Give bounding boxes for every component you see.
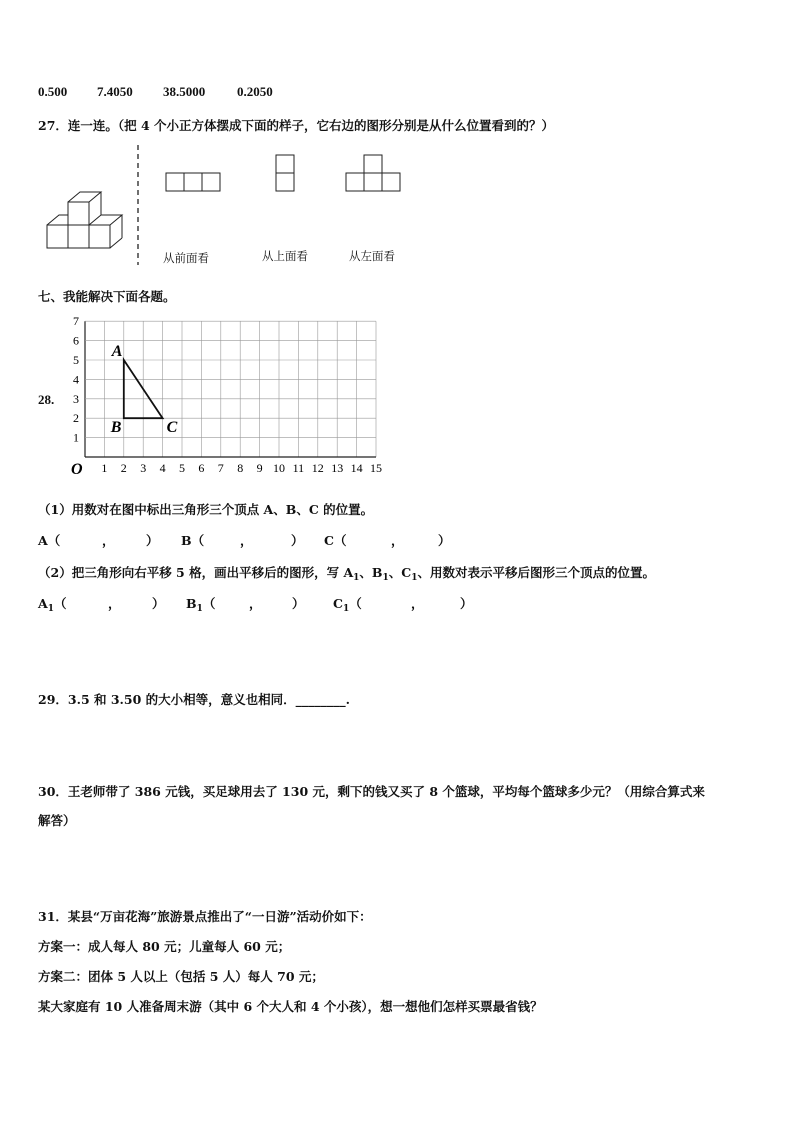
answer-a1: $A_1$（ — [38, 596, 67, 614]
answer-c-comma: ， — [391, 533, 404, 548]
part-2-text-d: 、用数对表示平移后图形三个顶点的位置。 — [417, 565, 655, 580]
answer-b1: $B_1$（ — [186, 596, 216, 614]
question-31-line-1: 31．某县“万亩花海”旅游景点推出了“一日游”活动价如下： — [38, 909, 372, 924]
x-tick-label: 4 — [159, 461, 166, 475]
x-tick-label: 12 — [311, 461, 324, 475]
part-2-text-a: （2）把三角形向右平移 5 格，画出平移后的图形，写 A — [38, 565, 354, 580]
x-tick-label: 1 — [101, 461, 108, 475]
answer-a1-close: ） — [152, 596, 165, 611]
view-shape-3 — [346, 155, 400, 191]
view-shape-1 — [166, 173, 220, 191]
answer-c1-comma: ， — [411, 596, 424, 611]
answer-a-close: ） — [146, 533, 159, 548]
number-4: 0.2050 — [237, 84, 273, 99]
answer-b-open: B（ — [181, 533, 205, 548]
x-tick-label: 5 — [179, 461, 185, 475]
question-27-text: 27．连一连。（把 4 个小正方体摆成下面的样子，它右边的图形分别是从什么位置看到的？） — [38, 118, 555, 133]
section-7-heading: 七、我能解决下面各题。 — [38, 289, 176, 304]
x-tick-label: 7 — [217, 461, 224, 475]
x-tick-label: 15 — [370, 461, 382, 475]
question-31-line-4: 某大家庭有 10 人准备周末游（其中 6 个大人和 4 个小孩），想一想他们怎样买票最省钱？ — [38, 999, 543, 1014]
answer-b-close: ） — [291, 533, 304, 548]
answer-c1: $C_1$（ — [333, 596, 362, 614]
question-31-line-3: 方案二：团体 5 人以上（包括 5 人）每人 70 元； — [38, 969, 324, 984]
y-tick-label: 1 — [73, 430, 79, 445]
subscript-1: 1 — [382, 573, 389, 583]
answer-a-comma: ， — [102, 533, 115, 548]
y-tick-label: 6 — [73, 333, 79, 348]
question-30-line-1: 30．王老师带了 386 元钱，买足球用去了 130 元，剩下的钱又买了 8 个篮球，平均每个篮球多少元？（用综合算式来 — [38, 784, 705, 799]
y-tick-label: 2 — [73, 411, 79, 426]
answer-c-open: C（ — [324, 533, 347, 548]
x-tick-label: 14 — [350, 461, 363, 475]
x-tick-label: 9 — [256, 461, 263, 475]
x-tick-label: 2 — [120, 461, 127, 475]
y-tick-label: 5 — [73, 353, 79, 367]
x-tick-label: 13 — [331, 461, 344, 475]
subscript-1: 1 — [411, 573, 418, 583]
vertex-label-c: C — [166, 419, 178, 437]
x-tick-label: 10 — [273, 461, 285, 475]
origin-label: O — [71, 461, 83, 478]
question-28-number: 28. — [38, 392, 55, 407]
answer-b-comma: ， — [240, 533, 253, 548]
question-28-part-2 — [38, 563, 655, 583]
part-2-text-b: 、B — [359, 565, 383, 580]
subscript-1: 1 — [353, 573, 360, 583]
part-2-text-c: 、C — [388, 565, 412, 580]
answer-b1-close: ） — [292, 596, 305, 611]
number-2: 7.4050 — [97, 84, 133, 99]
number-1: 0.500 — [38, 84, 68, 99]
coordinate-grid — [60, 315, 400, 480]
question-30-line-2: 解答） — [38, 813, 76, 828]
grid-tick-labels — [71, 315, 382, 478]
vertex-label-a: A — [111, 343, 123, 360]
number-3: 38.5000 — [163, 84, 206, 99]
question-31-line-2: 方案一：成人每人 80 元；儿童每人 60 元； — [38, 939, 291, 954]
triangle-abc — [110, 343, 178, 436]
answer-c-close: ） — [438, 533, 451, 548]
y-tick-label: 3 — [73, 391, 79, 406]
question-28-part-1: （1）用数对在图中标出三角形三个顶点 A、B、C 的位置。 — [38, 502, 374, 517]
x-tick-label: 3 — [140, 461, 147, 475]
answer-a-open: A（ — [38, 533, 61, 548]
answer-a1-comma: ， — [108, 596, 121, 611]
x-tick-label: 11 — [292, 461, 305, 475]
view-label-front: 从前面看 — [163, 251, 209, 265]
answer-b1-comma: ， — [249, 596, 262, 611]
view-shape-2 — [276, 155, 294, 191]
y-tick-label: 4 — [73, 372, 79, 387]
question-29-text: 29．3.5 和 3.50 的大小相等，意义也相同．________. — [38, 692, 350, 707]
answer-c1-close: ） — [460, 596, 473, 611]
y-tick-label: 7 — [73, 315, 79, 329]
x-tick-label: 8 — [237, 461, 244, 475]
cube-stack-drawing — [47, 192, 122, 248]
view-label-top: 从上面看 — [262, 249, 308, 263]
vertex-label-b: B — [110, 419, 122, 437]
view-label-left: 从左面看 — [349, 249, 395, 263]
x-tick-label: 6 — [198, 461, 205, 475]
grid-lines — [85, 321, 376, 457]
